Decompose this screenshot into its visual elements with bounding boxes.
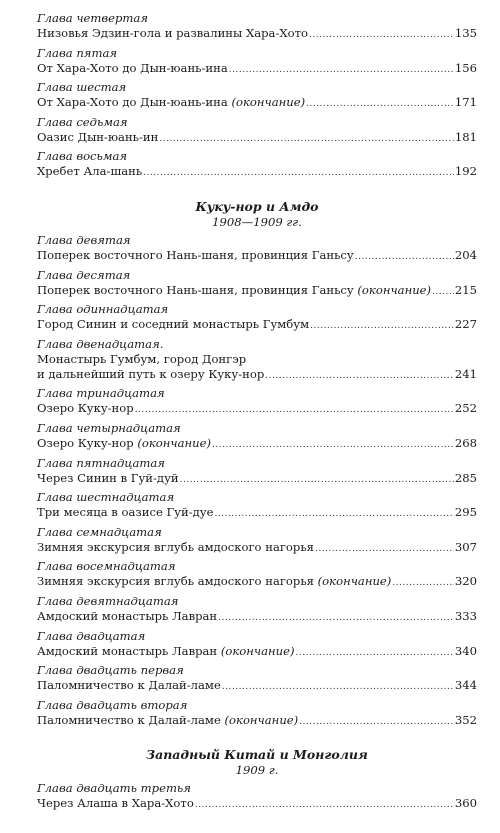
chapter-title-text: Хребет Ала-шань bbox=[37, 164, 143, 179]
toc-entry[interactable] bbox=[37, 629, 477, 659]
page-number: 171 bbox=[454, 95, 477, 110]
toc-line bbox=[37, 678, 477, 693]
toc-line bbox=[37, 574, 477, 589]
chapter-title bbox=[37, 401, 134, 416]
chapter-number: Глава десятая bbox=[37, 267, 131, 282]
page-number: 333 bbox=[454, 609, 477, 623]
chapter-number: Глава двадцатая bbox=[37, 628, 146, 643]
chapter-title bbox=[37, 574, 391, 589]
toc-entry[interactable] bbox=[37, 594, 477, 624]
dot-leader bbox=[310, 319, 454, 334]
chapter-title bbox=[37, 130, 158, 145]
dot-leader bbox=[309, 28, 454, 43]
page-number: 192 bbox=[454, 164, 477, 179]
toc-entry[interactable] bbox=[37, 149, 477, 179]
section-title: Куку-нор и Амдо bbox=[195, 199, 319, 214]
toc-entry[interactable] bbox=[37, 663, 477, 693]
dot-leader bbox=[392, 576, 454, 591]
page-number: 360 bbox=[454, 796, 477, 811]
dot-leader bbox=[229, 63, 454, 78]
toc-line bbox=[37, 505, 477, 520]
dot-leader bbox=[218, 611, 454, 626]
chapter-note: (окончание) bbox=[220, 643, 295, 658]
chapter-number: Глава девятая bbox=[37, 233, 131, 247]
toc-entry[interactable] bbox=[37, 115, 477, 145]
page-number: 295 bbox=[454, 505, 477, 520]
chapter-title-text: От Хара-Хото до Дын-юань-ина bbox=[37, 60, 228, 75]
page-number: 181 bbox=[454, 129, 477, 144]
chapter-number: Глава четвертая bbox=[37, 11, 148, 25]
dot-leader bbox=[143, 166, 454, 181]
chapter-title-text: Оазис Дын-юань-ин bbox=[37, 129, 159, 144]
chapter-number: Глава седьмая bbox=[37, 114, 128, 129]
section-heading bbox=[37, 747, 477, 777]
toc-line bbox=[37, 61, 477, 76]
chapter-title-text: Поперек восточного Нань-шаня, провинция Ганьсу bbox=[37, 282, 354, 297]
toc-line bbox=[37, 436, 477, 451]
chapter-title-text: Три месяца в оазисе Гуй-дуе bbox=[37, 505, 214, 520]
dot-leader bbox=[135, 403, 454, 418]
toc-entry[interactable] bbox=[37, 698, 477, 728]
toc-entry[interactable] bbox=[37, 781, 477, 811]
toc-line bbox=[37, 796, 477, 811]
page-number: 340 bbox=[454, 643, 477, 658]
page-number: 215 bbox=[454, 282, 477, 297]
chapter-number: Глава шестая bbox=[37, 80, 127, 95]
chapter-title-text: Паломничество к Далай-ламе bbox=[37, 712, 221, 727]
chapter-title-text: Через Синин в Гуй-дуй bbox=[37, 470, 179, 485]
toc-entry[interactable] bbox=[37, 46, 477, 76]
toc-line bbox=[37, 644, 477, 659]
toc-line bbox=[37, 164, 477, 179]
chapter-title-text: Поперек восточного Нань-шаня, провинция Ганьсу bbox=[37, 248, 354, 262]
chapter-note: (окончание) bbox=[357, 282, 432, 297]
section-heading bbox=[37, 199, 477, 229]
page-number: 204 bbox=[454, 248, 477, 262]
chapter-title bbox=[37, 26, 308, 41]
dot-leader bbox=[222, 680, 454, 695]
toc-line bbox=[37, 248, 477, 263]
page-number: 156 bbox=[454, 60, 477, 75]
toc-line bbox=[37, 401, 477, 416]
chapter-number: Глава девятнадцатая bbox=[37, 594, 179, 608]
chapter-number: Глава семнадцатая bbox=[37, 524, 162, 539]
chapter-title-text: Озеро Куку-нор bbox=[37, 401, 134, 416]
toc-line bbox=[37, 130, 477, 145]
chapter-title-text: Низовья Эдзин-гола и развалины Хара-Хото bbox=[37, 26, 308, 40]
dot-leader bbox=[296, 646, 454, 661]
toc-entry[interactable] bbox=[37, 337, 477, 382]
chapter-title-text: Зимняя экскурсия вглубь амдоского нагорья bbox=[37, 574, 314, 589]
toc-entry[interactable] bbox=[37, 268, 477, 298]
chapter-number: Глава четырнадцатая bbox=[37, 421, 181, 435]
toc-line bbox=[37, 26, 477, 41]
dot-leader bbox=[299, 715, 454, 730]
chapter-note: (окончание) bbox=[317, 574, 392, 589]
chapter-number: Глава двадцать третья bbox=[37, 781, 191, 796]
page-number: 320 bbox=[454, 574, 477, 589]
page-number: 307 bbox=[454, 539, 477, 554]
dot-leader bbox=[195, 798, 454, 813]
dot-leader bbox=[214, 507, 453, 522]
toc-line bbox=[37, 317, 477, 332]
page-number: 252 bbox=[454, 401, 477, 416]
chapter-title bbox=[37, 317, 309, 332]
toc-entry[interactable] bbox=[37, 490, 477, 520]
toc-line bbox=[37, 713, 477, 728]
page-number: 227 bbox=[454, 317, 477, 332]
chapter-number: Глава восьмая bbox=[37, 149, 128, 164]
page-number: 285 bbox=[454, 470, 477, 485]
toc-entry[interactable] bbox=[37, 233, 477, 263]
chapter-title-text: Город Синин и соседний монастырь Гумбум bbox=[37, 317, 310, 332]
chapter-number: Глава одиннадцатая bbox=[37, 302, 169, 317]
dot-leader bbox=[265, 369, 454, 384]
chapter-note: (окончание) bbox=[224, 712, 299, 727]
chapter-note: (окончание) bbox=[231, 95, 306, 110]
chapter-title bbox=[37, 248, 354, 263]
chapter-title-text: и дальнейший путь к озеру Куку-нор bbox=[37, 366, 265, 381]
page-number: 352 bbox=[454, 712, 477, 727]
chapter-title bbox=[37, 713, 298, 728]
chapter-number: Глава восемнадцатая bbox=[37, 559, 176, 574]
chapter-number: Глава двенадцатая. bbox=[37, 336, 164, 351]
chapter-title bbox=[37, 609, 217, 624]
chapter-title-text: Амдоский монастырь Лавран bbox=[37, 609, 218, 623]
chapter-number: Глава двадцать вторая bbox=[37, 697, 188, 712]
chapter-title bbox=[37, 61, 228, 76]
chapter-title bbox=[37, 436, 211, 451]
chapter-title bbox=[37, 367, 264, 382]
toc-line bbox=[37, 540, 477, 555]
toc-entry[interactable] bbox=[37, 456, 477, 486]
toc-line bbox=[37, 609, 477, 624]
toc-entry[interactable] bbox=[37, 421, 477, 451]
chapter-title bbox=[37, 505, 213, 520]
page-number: 135 bbox=[454, 26, 477, 40]
chapter-title bbox=[37, 644, 295, 659]
chapter-title bbox=[37, 540, 314, 555]
chapter-note: (окончание) bbox=[137, 436, 212, 450]
page-number: 241 bbox=[454, 366, 477, 381]
toc-entry[interactable] bbox=[37, 302, 477, 332]
page-number: 344 bbox=[454, 678, 477, 693]
chapter-title bbox=[37, 796, 194, 811]
chapter-title-text: Паломничество к Далай-ламе bbox=[37, 678, 221, 693]
dot-leader bbox=[432, 285, 454, 300]
dot-leader bbox=[315, 542, 454, 557]
chapter-title bbox=[37, 95, 305, 110]
chapter-number: Глава пятая bbox=[37, 45, 118, 60]
chapter-number: Глава шестнадцатая bbox=[37, 490, 175, 505]
chapter-title bbox=[37, 678, 221, 693]
chapter-title-text: Через Алаша в Хара-Хото bbox=[37, 796, 194, 811]
toc-line bbox=[37, 283, 477, 298]
dot-leader bbox=[306, 97, 454, 112]
section-years: 1908—1909 гг. bbox=[212, 215, 302, 229]
dot-leader bbox=[180, 473, 454, 488]
chapter-title-text: Амдоский монастырь Лавран bbox=[37, 643, 218, 658]
section-years: 1909 г. bbox=[235, 763, 279, 778]
chapter-title bbox=[37, 471, 179, 486]
toc-line bbox=[37, 471, 477, 486]
chapter-title-text: Озеро Куку-нор bbox=[37, 436, 134, 450]
chapter-number: Глава пятнадцатая bbox=[37, 455, 165, 470]
toc-entry[interactable] bbox=[37, 11, 477, 41]
dot-leader bbox=[159, 132, 453, 147]
chapter-title: Монастырь Гумбум, город Донгэр bbox=[37, 351, 247, 366]
page-number: 268 bbox=[454, 436, 477, 450]
chapter-number: Глава двадцать первая bbox=[37, 663, 184, 678]
chapter-title bbox=[37, 164, 142, 179]
dot-leader bbox=[355, 250, 454, 265]
toc-entry[interactable] bbox=[37, 525, 477, 555]
toc-line bbox=[37, 95, 477, 110]
toc-entry[interactable] bbox=[37, 559, 477, 589]
toc-entry[interactable] bbox=[37, 386, 477, 416]
toc-entry[interactable] bbox=[37, 80, 477, 110]
chapter-number: Глава тринадцатая bbox=[37, 386, 165, 401]
chapter-title-text: От Хара-Хото до Дын-юань-ина bbox=[37, 95, 228, 110]
dot-leader bbox=[212, 438, 454, 453]
chapter-title-text: Зимняя экскурсия вглубь амдоского нагорья bbox=[37, 539, 314, 554]
section-title: Западный Китай и Монголия bbox=[146, 747, 368, 763]
toc-line bbox=[37, 367, 477, 382]
chapter-title bbox=[37, 283, 431, 298]
